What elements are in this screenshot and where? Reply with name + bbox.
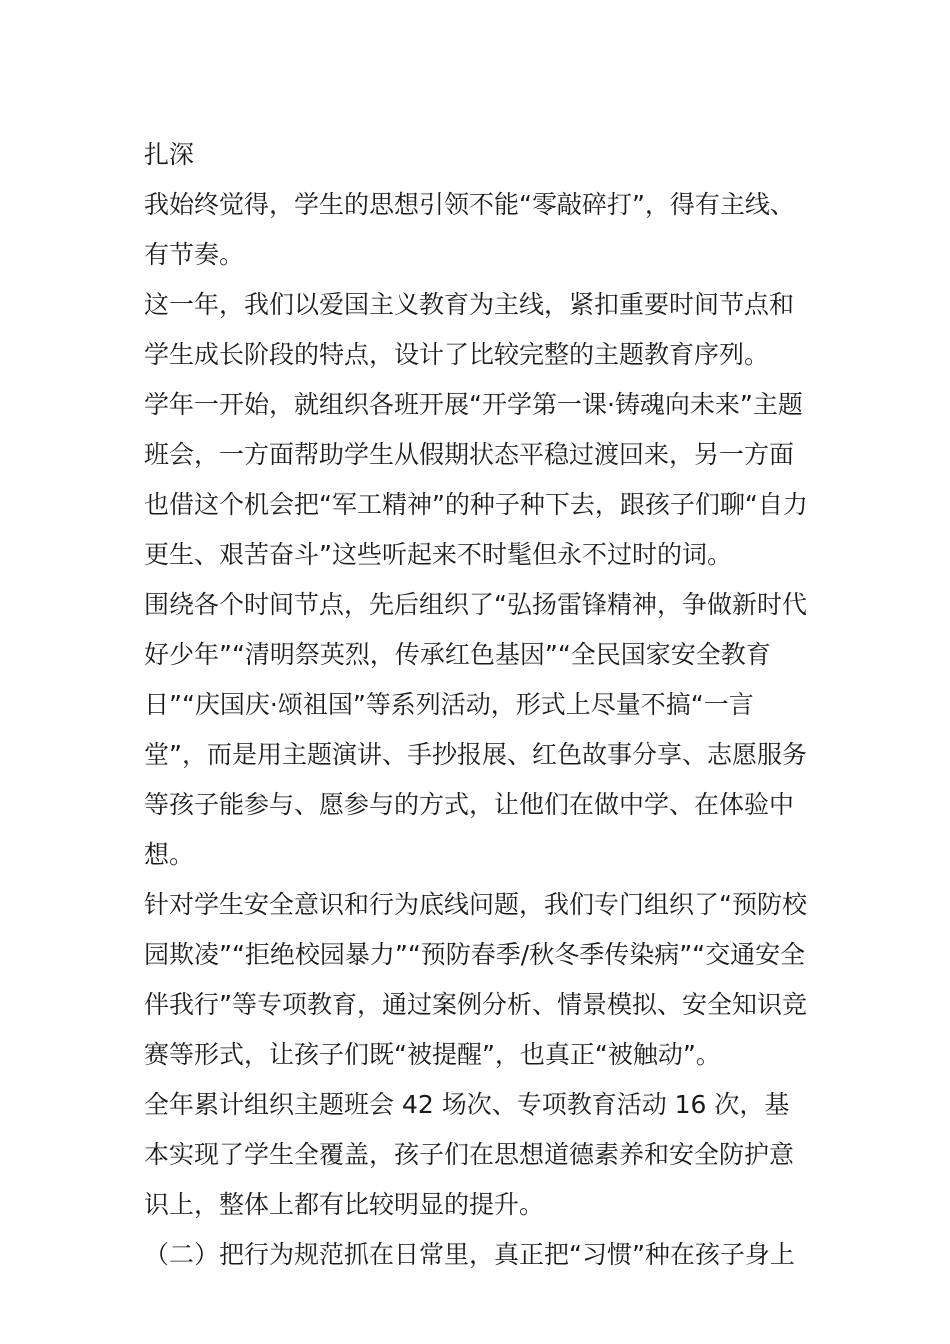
section-heading: （二）把行为规范抓在日常里，真正把“习惯”种在孩子身上 [144, 1240, 795, 1269]
paragraph-series-activities: 围绕各个时间节点，先后组织了“弘扬雷锋精神，争做新时代好少年”“清明祭英烈，传承红色基因”“全民国家安全教育日”“庆国庆·颂祖国”等系列活动，形式上尽量不搞“一言堂”，而是用主题演讲、手抄报展、红色故事分享、志愿服务等孩子能参与、愿参与的方式，让他们在做中学、在体验中想。 [144, 590, 807, 869]
paragraph-thought-guidance: 我始终觉得，学生的思想引领不能“零敲碎打”，得有主线、有节奏。 [144, 190, 795, 269]
paragraph-annual-summary: 全年累计组织主题班会 42 场次、专项教育活动 16 次，基本实现了学生全覆盖，孩子们在思想道德素养和安全防护意识上，整体上都有比较明显的提升。 [144, 1090, 795, 1219]
paragraph-first-lesson: 学年一开始，就组织各班开展“开学第一课·铸魂向未来”主题班会，一方面帮助学生从假期状态平稳过渡回来，另一方面也借这个机会把“军工精神”的种子种下去，跟孩子们聊“自力更生、艰苦奋斗”这些听起来不时髦但永不过时的词。 [144, 390, 808, 569]
paragraph-fragment: 扎深 [144, 140, 195, 169]
paragraph-patriotic-education: 这一年，我们以爱国主义教育为主线，紧扣重要时间节点和学生成长阶段的特点，设计了比较完整的主题教育序列。 [144, 290, 795, 369]
document-body [144, 130, 810, 1280]
paragraph-safety-education: 针对学生安全意识和行为底线问题，我们专门组织了“预防校园欺凌”“拒绝校园暴力”“预防春季/秋冬季传染病”“交通安全伴我行”等专项教育，通过案例分析、情景模拟、安全知识竞赛等形式，让孩子们既“被提醒”，也真正“被触动”。 [144, 890, 807, 1069]
